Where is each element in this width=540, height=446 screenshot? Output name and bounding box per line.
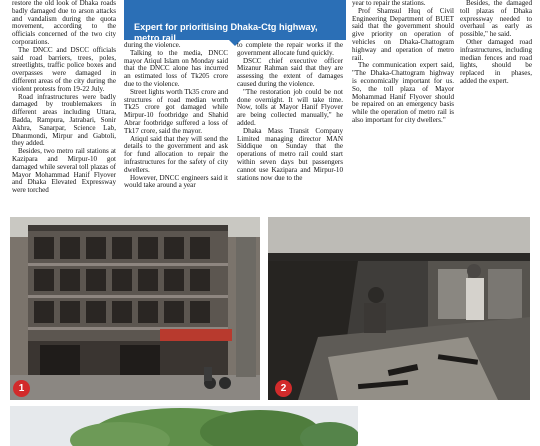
paragraph: Road infrastructures were badly damaged by troublemakers in different areas including Uttara, Badda, Rampura, Jatrabari, Sonir Akhra, Sanarpar, Science Lab, Dhanmondi, Mirpur and Gabtoli, they added. bbox=[12, 92, 116, 148]
article-column-4 bbox=[352, 0, 454, 230]
article-column-3 bbox=[237, 42, 343, 230]
paragraph: However, DNCC engineers said it would take around a year bbox=[124, 173, 228, 190]
burned-room-illustration bbox=[268, 217, 530, 400]
paragraph: The DNCC and DSCC officials said road barriers, trees, poles, streetlights, traffic police boxes and overpasses were damaged in different areas of the city during the violent protests from 19-22 July. bbox=[12, 45, 116, 93]
paragraph: during the violence. bbox=[124, 42, 181, 49]
paragraph: year to repair the stations. bbox=[352, 0, 426, 7]
building-illustration bbox=[10, 217, 260, 400]
paragraph: Street lights worth Tk35 crore and structures of road median worth Tk25 crore got damaged while Mirpur-10 footbridge and Shahid Abrar footbridge suffered a loss of Tk17 crore, said the mayor. bbox=[124, 87, 228, 135]
paragraph: Besides, the damaged toll plazas of Dhaka expressway needed to overhaul as early as possible," he said. bbox=[460, 0, 532, 39]
paragraph: Dhaka Mass Transit Company Limited managing director MAN Siddique on Sunday that the operations of metro rail could start within seven days but passengers cannot use Kazipara and Mirpur-10 stations now due to the bbox=[237, 126, 343, 182]
paragraph: The communication expert said, "The Dhaka-Chattogram highway is economically important for us. So, the toll plaza of Mayor Mohammad Hanif Flyover should be repaired on an emergency basis while the operation of metro rail is also important for city dwellers." bbox=[352, 61, 454, 124]
pull-quote-callout bbox=[124, 0, 346, 43]
paragraph: "The restoration job could be not done overnight. It will take time. Now, tolls at Mayor Hanif Flyover are being collected manually," he added. bbox=[237, 87, 343, 127]
paragraph: Atiqul said that they will send the details to the government and ask for fund allocation to repair the infrastructures for the safety of city dwellers. bbox=[124, 134, 228, 174]
paragraph: Besides, two metro rail stations at Kazipara and Mirpur-10 got damaged while several toll plazas of Mayor Mohammad Hanif Flyover and Dhaka Elevated Expressway were torched bbox=[12, 147, 116, 195]
trees-illustration bbox=[10, 406, 358, 446]
photo-damaged-building bbox=[10, 217, 260, 400]
photo-burned-interior bbox=[268, 217, 530, 400]
photo-number-badge: 1 bbox=[13, 380, 30, 397]
paragraph: Other damaged road infrastructures, including median fences and road lights, should be replaced in phases, added the expert. bbox=[460, 37, 532, 85]
paragraph: Prof Shamsul Huq of Civil Engineering Department of BUET said that the government should give priority on operation of vehicles on Dhaka-Chattogram highway and operation of metro rail. bbox=[352, 6, 454, 62]
article-column-1 bbox=[12, 0, 116, 230]
article-column-2 bbox=[124, 42, 228, 230]
paragraph: Talking to the media, DNCC mayor Atiqul Islam on Monday said that the DNCC alone has incurred an estimated loss of Tk205 crore due to the violence. bbox=[124, 48, 228, 88]
photo-number-badge: 2 bbox=[275, 380, 292, 397]
paragraph: to complete the repair works if the government allocate fund quickly. bbox=[237, 42, 343, 57]
paragraph: DSCC chief executive officer Mizanur Rahman said that they are assessing the extent of damages caused during the violence. bbox=[237, 56, 343, 88]
paragraph: restore the old look of Dhaka roads badly damaged due to arson attacks and vandalism during the quota movement, according to the officials concerned of the two city corporations. bbox=[12, 0, 116, 46]
photo-trees-partial bbox=[10, 406, 358, 446]
article-column-5 bbox=[460, 0, 532, 230]
callout-text: Expert for prioritising Dhaka-Ctg highway, metro rail bbox=[134, 22, 318, 43]
